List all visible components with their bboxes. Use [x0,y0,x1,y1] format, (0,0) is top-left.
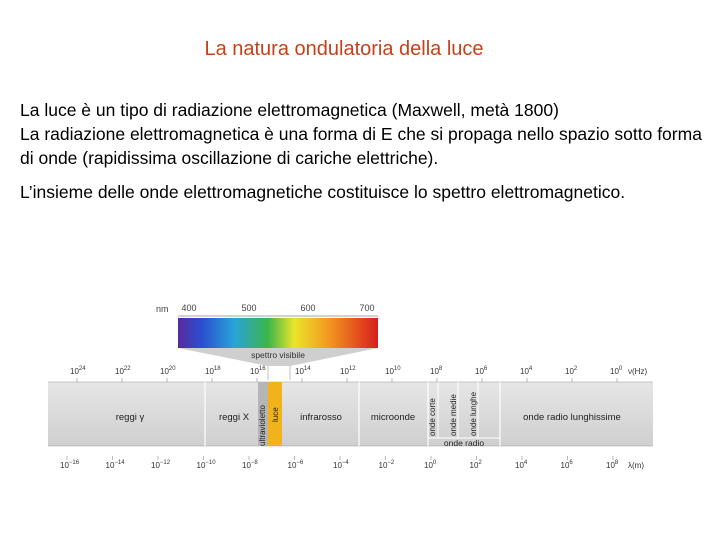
frequency-tick: $10^{16}$ [250,366,266,376]
electromagnetic-spectrum-diagram [40,296,660,476]
slide-body [20,98,710,204]
region-gamma-label: reggi γ [115,412,145,423]
wavelength-tick: $10^0$ [424,460,437,470]
nm-tick-400: 400 [181,303,197,313]
region-medium-waves-label: onde medie [449,394,458,436]
wavelength-tick: $10^{-2}$ [378,460,395,470]
wavelength-tick: $10^{-16}$ [60,460,80,470]
wavelength-tick: $10^8$ [606,460,619,470]
wavelength-axis [60,456,619,470]
nm-tick-500: 500 [241,303,257,313]
region-xray-label: reggi X [218,412,250,423]
frequency-tick: $10^6$ [475,366,488,376]
frequency-tick: $10^8$ [430,366,443,376]
frequency-tick: $10^{24}$ [70,366,86,376]
wavelength-tick: $10^{-6}$ [287,460,304,470]
region-radio-label: onde radio [443,438,485,448]
frequency-tick: $10^{20}$ [160,366,176,376]
nm-label: nm [156,304,169,314]
nm-tick-700: 700 [359,303,375,313]
paragraph-2: La radiazione elettromagnetica è una forma di E che si propaga nello spazio sotto forma di onde (rapidissima oscillazione di cariche elettriche). [20,124,702,168]
paragraph-1: La luce è un tipo di radiazione elettromagnetica (Maxwell, metà 1800) [20,100,559,120]
frequency-tick: $10^4$ [520,366,533,376]
wavelength-unit: λ(m) [628,461,644,470]
region-long-waves-label: onde lunghe [469,391,478,436]
wavelength-tick: $10^{-14}$ [105,460,125,470]
region-microwave-label: microonde [370,412,416,423]
frequency-axis [70,366,623,382]
slide-title: La natura ondulatoria della luce [204,38,484,60]
frequency-tick: $10^{12}$ [340,366,356,376]
visible-spectrum-gradient [178,318,378,348]
frequency-unit: ν(Hz) [628,367,648,376]
region-infrared-label: infrarosso [300,412,342,423]
visible-spectrum-label: spettro visibile [251,350,305,360]
region-verylong-radio-label: onde radio lunghissime [523,412,621,423]
frequency-tick: $10^0$ [610,366,623,376]
region-short-waves-label: onde corte [428,398,437,436]
frequency-tick: $10^{22}$ [115,366,131,376]
wavelength-tick: $10^{-12}$ [151,460,171,470]
wavelength-tick: $10^2$ [469,460,482,470]
frequency-tick: $10^{10}$ [385,366,401,376]
paragraph-3: L’insieme delle onde elettromagnetiche costituisce lo spettro elettromagnetico. [20,182,626,202]
wavelength-tick: $10^{-4}$ [333,460,349,470]
frequency-tick: $10^{18}$ [205,366,221,376]
frequency-tick: $10^{14}$ [295,366,311,376]
frequency-tick: $10^2$ [565,366,578,376]
wavelength-tick: $10^{-8}$ [242,460,258,470]
wavelength-tick: $10^{-10}$ [196,460,216,470]
region-light-label: luce [271,407,280,422]
region-uv-label: ultravioletto [258,405,267,446]
wavelength-tick: $10^4$ [515,460,528,470]
nm-tick-600: 600 [300,303,316,313]
wavelength-tick: $10^6$ [560,460,573,470]
